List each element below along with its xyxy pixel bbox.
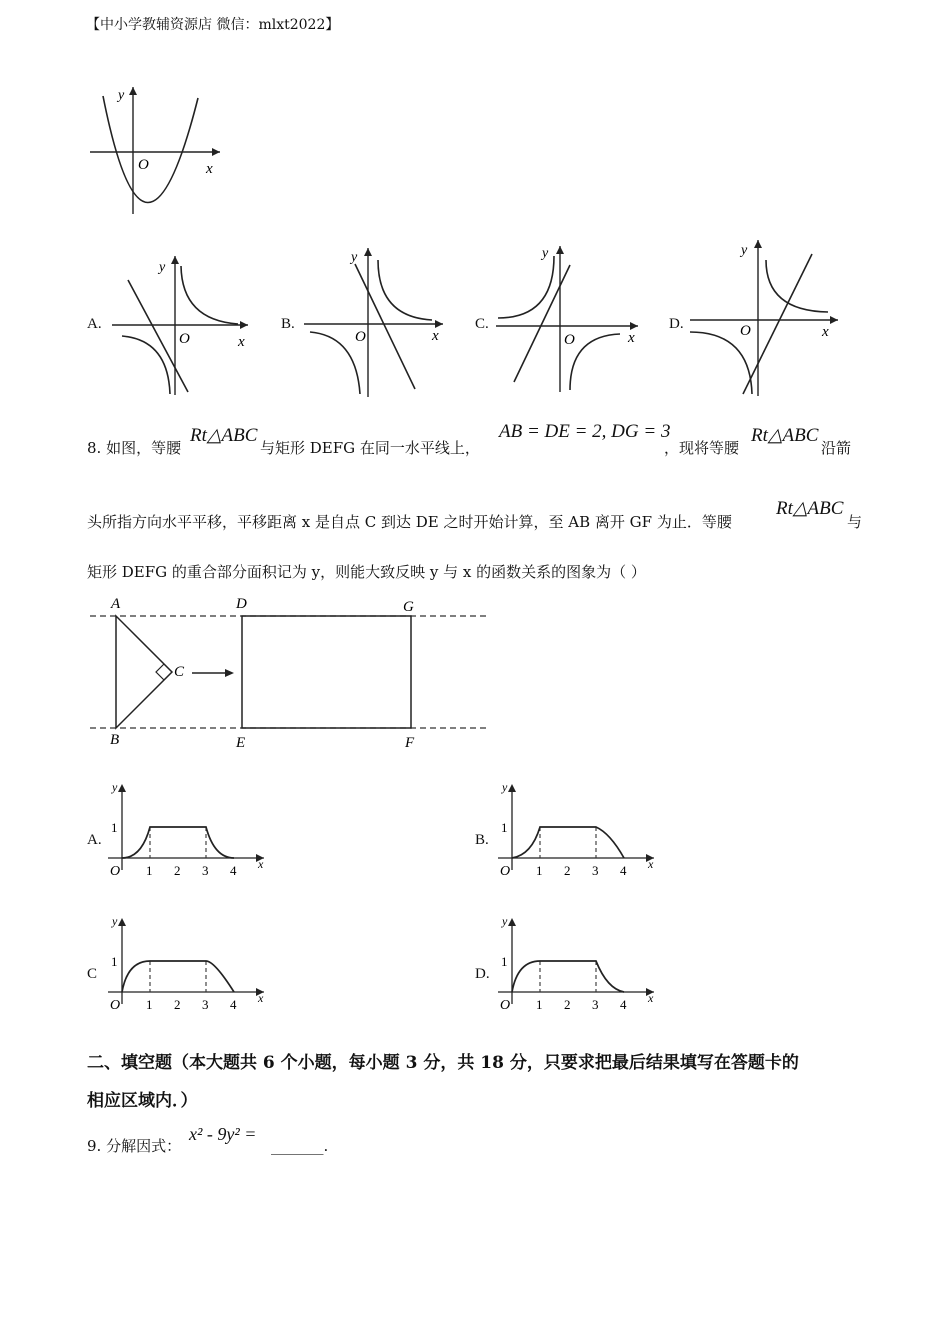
q7-parabola-graph: [85, 82, 230, 222]
x-axis-arrow: [435, 320, 443, 328]
q8-triangle-3: Rt△ABC: [776, 498, 844, 519]
y-axis-arrow: [171, 256, 179, 264]
function-curve: [512, 827, 624, 858]
x-tick-3: 3: [202, 997, 209, 1012]
label-a: A: [111, 596, 121, 612]
y-label: y: [112, 780, 118, 794]
y-axis-arrow: [508, 784, 516, 792]
x-tick-1: 1: [146, 997, 153, 1012]
label-g: G: [403, 599, 414, 615]
origin-label: O: [110, 864, 121, 878]
x-label: x: [648, 991, 654, 1005]
page-header: 【中小学教辅资源店 微信：mlxt2022】: [86, 17, 340, 33]
x-tick-2: 2: [174, 997, 181, 1012]
hyperbola-lower: [310, 332, 360, 394]
label-b: B: [110, 732, 120, 748]
y-axis-arrow: [556, 246, 564, 254]
hyperbola-lower: [690, 332, 752, 394]
y-label: y: [159, 260, 166, 275]
x-label: x: [648, 857, 654, 871]
y-label: y: [112, 914, 118, 928]
section-2-heading-line-1: 二、填空题（本大题共 6 个小题，每小题 3 分，共 18 分，只要求把最后结果填写在答题卡的: [87, 1053, 799, 1073]
function-curve: [512, 961, 624, 992]
origin-label: O: [110, 998, 121, 1012]
origin-label: O: [564, 332, 575, 348]
origin-label: O: [355, 329, 366, 345]
y-axis-arrow: [118, 918, 126, 926]
q9-answer-blank[interactable]: _______.: [271, 1137, 329, 1155]
hyperbola-upper: [498, 256, 554, 318]
q7-option-d-graph: [688, 236, 843, 400]
q9-expression: x² - 9y² =: [189, 1124, 257, 1144]
label-e: E: [236, 735, 246, 751]
origin-label: O: [500, 998, 511, 1012]
x-axis-arrow: [630, 322, 638, 330]
section-2-heading-line-2: 相应区域内．）: [87, 1091, 198, 1111]
x-axis-arrow: [212, 148, 220, 156]
q8-text-1a: 8. 如图，等腰: [87, 439, 182, 457]
arrow-head: [225, 669, 234, 677]
y-axis-arrow: [508, 918, 516, 926]
x-tick-2: 2: [564, 997, 571, 1012]
x-tick-2: 2: [564, 863, 571, 878]
origin-label: O: [500, 864, 511, 878]
y-label: y: [741, 243, 748, 258]
q7-option-b-graph: [300, 244, 450, 400]
y-label: y: [351, 250, 358, 265]
q8-triangle-1: Rt△ABC: [190, 425, 258, 446]
q8-figure: [88, 592, 498, 752]
y-axis-arrow: [754, 240, 762, 248]
y-tick-1: 1: [501, 954, 508, 969]
y-axis-arrow: [364, 248, 372, 256]
x-tick-3: 3: [592, 863, 599, 878]
triangle-abc: [116, 616, 172, 728]
x-label: x: [206, 161, 213, 177]
q7-option-b-label: B.: [281, 316, 295, 332]
q7-option-c-label: C.: [475, 316, 489, 332]
x-tick-1: 1: [146, 863, 153, 878]
x-axis-arrow: [830, 316, 838, 324]
q8-text-3: 矩形 DEFG 的重合部分面积记为 y，则能大致反映 y 与 x 的函数关系的图象为（ ）: [87, 563, 646, 581]
hyperbola-upper: [378, 260, 432, 320]
y-axis-arrow: [118, 784, 126, 792]
label-c: C: [174, 664, 185, 680]
q7-option-a-label: A.: [87, 316, 102, 332]
line-graph: [355, 264, 415, 389]
x-tick-3: 3: [592, 997, 599, 1012]
right-angle-mark: [156, 664, 164, 680]
x-label: x: [822, 324, 829, 340]
y-tick-1: 1: [501, 820, 508, 835]
y-tick-1: 1: [111, 954, 118, 969]
x-axis-arrow: [240, 321, 248, 329]
q8-triangle-2: Rt△ABC: [751, 425, 819, 446]
x-tick-3: 3: [202, 863, 209, 878]
y-label: y: [118, 88, 125, 103]
q8-option-d-label: D.: [475, 966, 490, 982]
q8-equation: AB = DE = 2, DG = 3: [499, 421, 671, 442]
y-label: y: [502, 780, 508, 794]
y-axis-arrow: [129, 87, 137, 95]
q8-option-c-graph: [104, 912, 274, 1012]
q8-option-a-graph: [104, 778, 274, 878]
q8-option-a-label: A.: [87, 832, 102, 848]
x-label: x: [258, 857, 264, 871]
hyperbola-upper: [181, 266, 238, 324]
x-tick-4: 4: [620, 997, 627, 1012]
x-label: x: [258, 991, 264, 1005]
q8-text-1d: 沿箭: [821, 439, 852, 457]
q7-option-c-graph: [494, 240, 646, 400]
x-label: x: [628, 330, 635, 346]
q9-prefix: 9. 分解因式：: [87, 1137, 182, 1155]
q8-text-1c: ，现将等腰: [664, 439, 740, 457]
origin-label: O: [740, 323, 751, 339]
x-tick-1: 1: [536, 863, 543, 878]
q8-option-b-graph: [494, 778, 664, 878]
label-f: F: [405, 735, 415, 751]
q8-option-d-graph: [494, 912, 664, 1012]
q7-option-a-graph: [110, 252, 255, 400]
x-tick-4: 4: [230, 863, 237, 878]
x-label: x: [238, 334, 245, 350]
y-label: y: [502, 914, 508, 928]
q7-option-d-label: D.: [669, 316, 684, 332]
origin-label: O: [179, 331, 190, 347]
x-label: x: [432, 328, 439, 344]
line-graph: [514, 265, 570, 382]
label-d: D: [236, 596, 247, 612]
x-tick-1: 1: [536, 997, 543, 1012]
function-curve: [122, 827, 234, 858]
line-graph: [743, 254, 812, 394]
x-tick-4: 4: [620, 863, 627, 878]
q8-option-b-label: B.: [475, 832, 489, 848]
hyperbola-lower: [570, 334, 620, 390]
q8-text-1b: 与矩形 DEFG 在同一水平线上，: [260, 439, 480, 457]
q8-text-2b: 与: [847, 513, 863, 531]
parabola-curve: [103, 96, 198, 203]
x-tick-2: 2: [174, 863, 181, 878]
origin-label: O: [138, 157, 149, 173]
y-label: y: [542, 246, 549, 261]
function-curve: [122, 961, 234, 992]
q8-option-c-label: C: [87, 966, 98, 982]
q8-text-2a: 头所指方向水平平移，平移距离 x 是自点 C 到达 DE 之时开始计算，至 AB 离开 GF 为止．等腰: [87, 513, 732, 531]
rectangle-defg: [242, 616, 411, 728]
y-tick-1: 1: [111, 820, 118, 835]
x-tick-4: 4: [230, 997, 237, 1012]
